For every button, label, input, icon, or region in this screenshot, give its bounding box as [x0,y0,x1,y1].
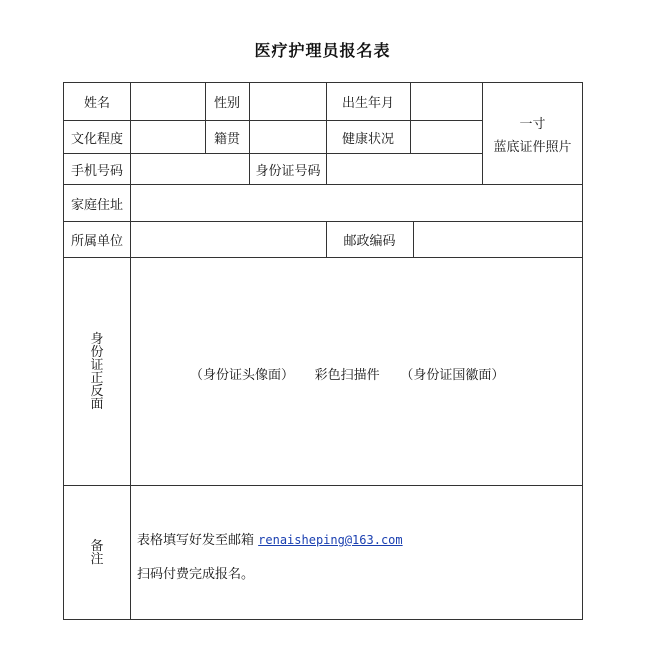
input-native-place[interactable] [250,121,326,153]
input-postcode[interactable] [414,222,582,257]
label-phone: 手机号码 [70,163,123,179]
input-phone[interactable] [131,154,249,184]
input-name[interactable] [131,83,205,120]
input-gender[interactable] [250,83,326,120]
remarks-email-prefix: 表格填写好发至邮箱 [137,533,259,548]
input-id-number[interactable] [327,154,482,184]
label-postcode: 邮政编码 [343,234,396,249]
form-title: 医疗护理员报名表 [254,41,391,60]
input-education[interactable] [131,121,205,153]
photo-size-text: 一寸 [519,117,546,132]
label-birth: 出生年月 [341,96,394,111]
label-gender: 性别 [213,96,240,111]
label-health: 健康状况 [341,131,394,147]
photo-desc-text: 蓝底证件照片 [493,140,572,155]
remarks-line-1 [137,529,403,548]
input-health[interactable] [411,121,482,153]
label-education: 文化程度 [70,131,123,147]
input-birth[interactable] [411,83,482,120]
label-id-card-sides: 身 份 证 正 反 面 [90,331,104,412]
email-link[interactable]: renaisheping@163.com [258,533,403,547]
row-line-6 [64,485,582,486]
label-id-number: 身份证号码 [255,163,321,179]
input-unit[interactable] [131,222,326,257]
input-address[interactable] [131,185,582,221]
label-unit: 所属单位 [70,234,123,249]
photo-placeholder [483,113,582,159]
label-name: 姓名 [83,96,110,111]
row-line-5 [64,257,582,258]
label-address: 家庭住址 [70,197,123,213]
label-remarks: 备 注 [90,538,104,567]
label-native-place: 籍贯 [213,131,240,147]
registration-table [63,82,583,620]
remarks-line-2: 扫码付费完成报名。 [137,567,255,582]
id-card-scan-instructions: （身份证头像面） 彩色扫描件 （身份证国徽面） [190,368,505,383]
